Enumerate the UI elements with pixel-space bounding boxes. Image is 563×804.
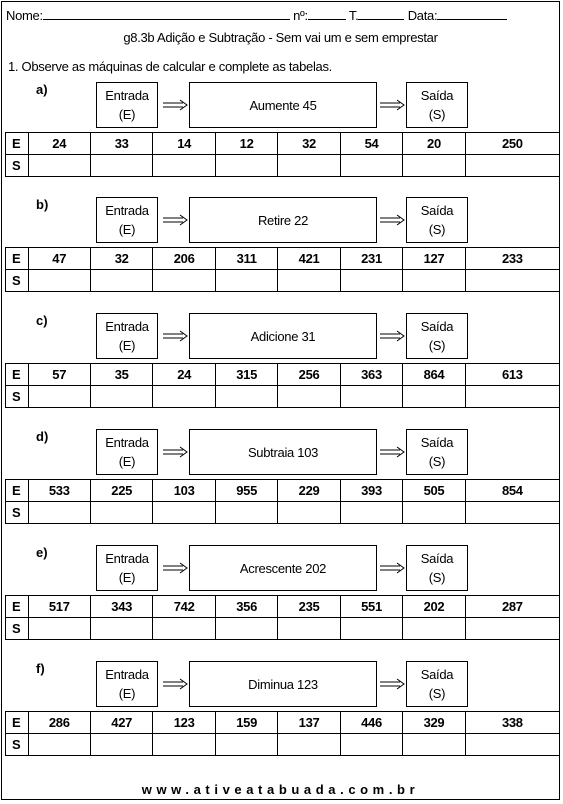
saida-row <box>6 618 560 640</box>
output-answer-cell[interactable] <box>153 386 215 408</box>
arrow-right-icon <box>162 445 188 459</box>
io-table <box>5 247 560 292</box>
exercise-label: d) <box>36 429 49 444</box>
input-value-cell: 235 <box>278 596 340 618</box>
output-box-title: Saída <box>420 551 454 566</box>
output-box-symbol: (S) <box>428 454 446 469</box>
exercise-section <box>2 545 560 645</box>
saida-row <box>6 270 560 292</box>
output-box-title: Saída <box>420 435 454 450</box>
output-answer-cell[interactable] <box>90 502 152 524</box>
output-answer-cell[interactable] <box>215 734 277 756</box>
output-answer-cell[interactable] <box>215 386 277 408</box>
entrada-row-header: E <box>6 712 29 734</box>
operation-text: Aumente 45 <box>249 97 317 113</box>
output-answer-cell[interactable] <box>403 270 465 292</box>
input-value-cell: 12 <box>215 133 277 155</box>
input-value-cell: 24 <box>28 133 90 155</box>
output-box-symbol: (S) <box>428 222 446 237</box>
output-answer-cell[interactable] <box>153 618 215 640</box>
output-answer-cell[interactable] <box>340 386 402 408</box>
output-answer-cell[interactable] <box>340 270 402 292</box>
input-value-cell: 329 <box>403 712 465 734</box>
student-header <box>6 8 556 23</box>
output-answer-cell[interactable] <box>28 270 90 292</box>
name-label: Nome: <box>6 8 43 23</box>
operation-text: Acrescente 202 <box>239 560 327 576</box>
output-answer-cell[interactable] <box>403 734 465 756</box>
output-answer-cell[interactable] <box>278 155 340 177</box>
exercise-label: a) <box>36 82 48 97</box>
input-value-cell: 103 <box>153 480 215 502</box>
input-box-symbol: (E) <box>118 107 136 122</box>
output-answer-cell[interactable] <box>278 618 340 640</box>
input-value-cell: 356 <box>215 596 277 618</box>
arrow-right-icon <box>379 445 405 459</box>
output-box <box>406 545 468 591</box>
worksheet-page <box>1 1 560 800</box>
output-answer-cell[interactable] <box>28 618 90 640</box>
class-blank[interactable] <box>358 8 404 20</box>
input-value-cell: 505 <box>403 480 465 502</box>
input-value-cell: 311 <box>215 248 277 270</box>
operation-box <box>189 545 377 591</box>
input-value-cell: 20 <box>403 133 465 155</box>
entrada-row-header: E <box>6 248 29 270</box>
output-answer-cell[interactable] <box>215 155 277 177</box>
number-blank[interactable] <box>308 8 346 20</box>
arrow-right-icon <box>162 677 188 691</box>
output-box <box>406 661 468 707</box>
input-box-title: Entrada <box>105 667 149 682</box>
output-answer-cell[interactable] <box>465 386 559 408</box>
entrada-row-header: E <box>6 596 29 618</box>
output-answer-cell[interactable] <box>465 734 559 756</box>
input-value-cell: 742 <box>153 596 215 618</box>
output-answer-cell[interactable] <box>28 155 90 177</box>
output-answer-cell[interactable] <box>90 618 152 640</box>
output-answer-cell[interactable] <box>278 270 340 292</box>
entrada-row-header: E <box>6 133 29 155</box>
output-box-symbol: (S) <box>428 570 446 585</box>
input-value-cell: 14 <box>153 133 215 155</box>
operation-box <box>189 429 377 475</box>
output-box-symbol: (S) <box>428 107 446 122</box>
output-answer-cell[interactable] <box>340 155 402 177</box>
output-answer-cell[interactable] <box>90 386 152 408</box>
input-box <box>96 82 158 128</box>
exercise-section <box>2 313 560 413</box>
input-value-cell: 123 <box>153 712 215 734</box>
instruction-text: 1. Observe as máquinas de calcular e complete as tabelas. <box>8 59 332 74</box>
output-box-title: Saída <box>420 667 454 682</box>
exercise-section <box>2 197 560 297</box>
operation-text: Subtraia 103 <box>247 444 319 460</box>
output-answer-cell[interactable] <box>465 155 559 177</box>
operation-box <box>189 197 377 243</box>
arrow-right-icon <box>379 677 405 691</box>
input-value-cell: 32 <box>278 133 340 155</box>
operation-text: Retire 22 <box>257 212 309 228</box>
website-footer: www.ativeatabuada.com.br <box>141 782 420 797</box>
output-answer-cell[interactable] <box>153 270 215 292</box>
input-value-cell: 47 <box>28 248 90 270</box>
saida-row-header: S <box>6 734 29 756</box>
input-box <box>96 661 158 707</box>
output-answer-cell[interactable] <box>215 502 277 524</box>
exercise-section <box>2 661 560 761</box>
input-value-cell: 287 <box>465 596 559 618</box>
output-answer-cell[interactable] <box>278 386 340 408</box>
input-box-title: Entrada <box>105 319 149 334</box>
output-answer-cell[interactable] <box>340 618 402 640</box>
operation-text: Diminua 123 <box>248 676 318 692</box>
exercise-section <box>2 82 560 182</box>
input-value-cell: 864 <box>403 364 465 386</box>
entrada-row <box>6 480 560 502</box>
output-answer-cell[interactable] <box>278 734 340 756</box>
input-value-cell: 446 <box>340 712 402 734</box>
input-box <box>96 197 158 243</box>
output-answer-cell[interactable] <box>403 502 465 524</box>
entrada-row <box>6 364 560 386</box>
input-value-cell: 256 <box>278 364 340 386</box>
input-value-cell: 854 <box>465 480 559 502</box>
entrada-row <box>6 133 560 155</box>
arrow-right-icon <box>162 561 188 575</box>
output-answer-cell[interactable] <box>90 734 152 756</box>
exercise-label: b) <box>36 197 49 212</box>
input-box-symbol: (E) <box>118 338 136 353</box>
saida-row-header: S <box>6 502 29 524</box>
io-table <box>5 595 560 640</box>
output-box <box>406 429 468 475</box>
exercise-label: c) <box>36 313 48 328</box>
output-box-title: Saída <box>420 203 454 218</box>
arrow-right-icon <box>162 213 188 227</box>
output-answer-cell[interactable] <box>278 502 340 524</box>
entrada-row <box>6 596 560 618</box>
io-table <box>5 132 560 177</box>
saida-row-header: S <box>6 618 29 640</box>
input-value-cell: 33 <box>90 133 152 155</box>
input-value-cell: 233 <box>465 248 559 270</box>
input-box <box>96 429 158 475</box>
output-answer-cell[interactable] <box>340 502 402 524</box>
number-label: nº: <box>293 8 308 23</box>
class-label: T. <box>348 8 359 23</box>
output-answer-cell[interactable] <box>153 734 215 756</box>
io-table <box>5 711 560 756</box>
input-value-cell: 159 <box>215 712 277 734</box>
input-value-cell: 35 <box>90 364 152 386</box>
input-value-cell: 315 <box>215 364 277 386</box>
input-value-cell: 225 <box>90 480 152 502</box>
output-box-symbol: (S) <box>428 338 446 353</box>
operation-box <box>189 661 377 707</box>
input-box-symbol: (E) <box>118 454 136 469</box>
input-box-title: Entrada <box>105 435 149 450</box>
date-blank[interactable] <box>437 8 507 20</box>
output-answer-cell[interactable] <box>403 618 465 640</box>
saida-row <box>6 155 560 177</box>
input-box-title: Entrada <box>105 203 149 218</box>
output-answer-cell[interactable] <box>28 734 90 756</box>
operation-box <box>189 82 377 128</box>
output-box <box>406 82 468 128</box>
input-value-cell: 427 <box>90 712 152 734</box>
saida-row <box>6 734 560 756</box>
output-answer-cell[interactable] <box>28 502 90 524</box>
input-value-cell: 517 <box>28 596 90 618</box>
input-box-symbol: (E) <box>118 686 136 701</box>
arrow-right-icon <box>379 98 405 112</box>
input-value-cell: 955 <box>215 480 277 502</box>
io-table <box>5 363 560 408</box>
exercise-section <box>2 429 560 529</box>
output-box <box>406 197 468 243</box>
output-box-title: Saída <box>420 319 454 334</box>
output-answer-cell[interactable] <box>90 155 152 177</box>
saida-row <box>6 502 560 524</box>
arrow-right-icon <box>379 561 405 575</box>
worksheet-title: g8.3b Adição e Subtração - Sem vai um e sem emprestar <box>123 30 438 45</box>
input-value-cell: 421 <box>278 248 340 270</box>
output-answer-cell[interactable] <box>403 155 465 177</box>
date-label: Data: <box>407 8 438 23</box>
exercise-label: e) <box>36 545 48 560</box>
output-answer-cell[interactable] <box>215 618 277 640</box>
io-table <box>5 479 560 524</box>
saida-row-header: S <box>6 270 29 292</box>
output-box-title: Saída <box>420 88 454 103</box>
exercise-label: f) <box>36 661 45 676</box>
input-value-cell: 551 <box>340 596 402 618</box>
input-value-cell: 533 <box>28 480 90 502</box>
entrada-row <box>6 712 560 734</box>
output-answer-cell[interactable] <box>465 270 559 292</box>
input-value-cell: 229 <box>278 480 340 502</box>
input-value-cell: 613 <box>465 364 559 386</box>
entrada-row-header: E <box>6 480 29 502</box>
input-value-cell: 137 <box>278 712 340 734</box>
input-box-symbol: (E) <box>118 222 136 237</box>
output-answer-cell[interactable] <box>340 734 402 756</box>
input-value-cell: 338 <box>465 712 559 734</box>
saida-row-header: S <box>6 386 29 408</box>
operation-text: Adicione 31 <box>250 328 316 344</box>
arrow-right-icon <box>162 98 188 112</box>
input-value-cell: 393 <box>340 480 402 502</box>
input-value-cell: 24 <box>153 364 215 386</box>
operation-box <box>189 313 377 359</box>
saida-row <box>6 386 560 408</box>
input-value-cell: 202 <box>403 596 465 618</box>
arrow-right-icon <box>162 329 188 343</box>
output-answer-cell[interactable] <box>28 386 90 408</box>
arrow-right-icon <box>379 329 405 343</box>
input-value-cell: 127 <box>403 248 465 270</box>
input-value-cell: 250 <box>465 133 559 155</box>
input-box <box>96 545 158 591</box>
input-box-title: Entrada <box>105 551 149 566</box>
name-blank[interactable] <box>43 8 290 20</box>
saida-row-header: S <box>6 155 29 177</box>
output-answer-cell[interactable] <box>465 502 559 524</box>
output-box <box>406 313 468 359</box>
entrada-row <box>6 248 560 270</box>
output-answer-cell[interactable] <box>90 270 152 292</box>
input-box-title: Entrada <box>105 88 149 103</box>
input-value-cell: 231 <box>340 248 402 270</box>
input-value-cell: 32 <box>90 248 152 270</box>
input-box-symbol: (E) <box>118 570 136 585</box>
input-value-cell: 343 <box>90 596 152 618</box>
output-answer-cell[interactable] <box>215 270 277 292</box>
input-value-cell: 363 <box>340 364 402 386</box>
input-value-cell: 206 <box>153 248 215 270</box>
input-value-cell: 54 <box>340 133 402 155</box>
output-answer-cell[interactable] <box>153 155 215 177</box>
input-value-cell: 286 <box>28 712 90 734</box>
output-box-symbol: (S) <box>428 686 446 701</box>
output-answer-cell[interactable] <box>465 618 559 640</box>
input-box <box>96 313 158 359</box>
entrada-row-header: E <box>6 364 29 386</box>
arrow-right-icon <box>379 213 405 227</box>
input-value-cell: 57 <box>28 364 90 386</box>
output-answer-cell[interactable] <box>403 386 465 408</box>
output-answer-cell[interactable] <box>153 502 215 524</box>
